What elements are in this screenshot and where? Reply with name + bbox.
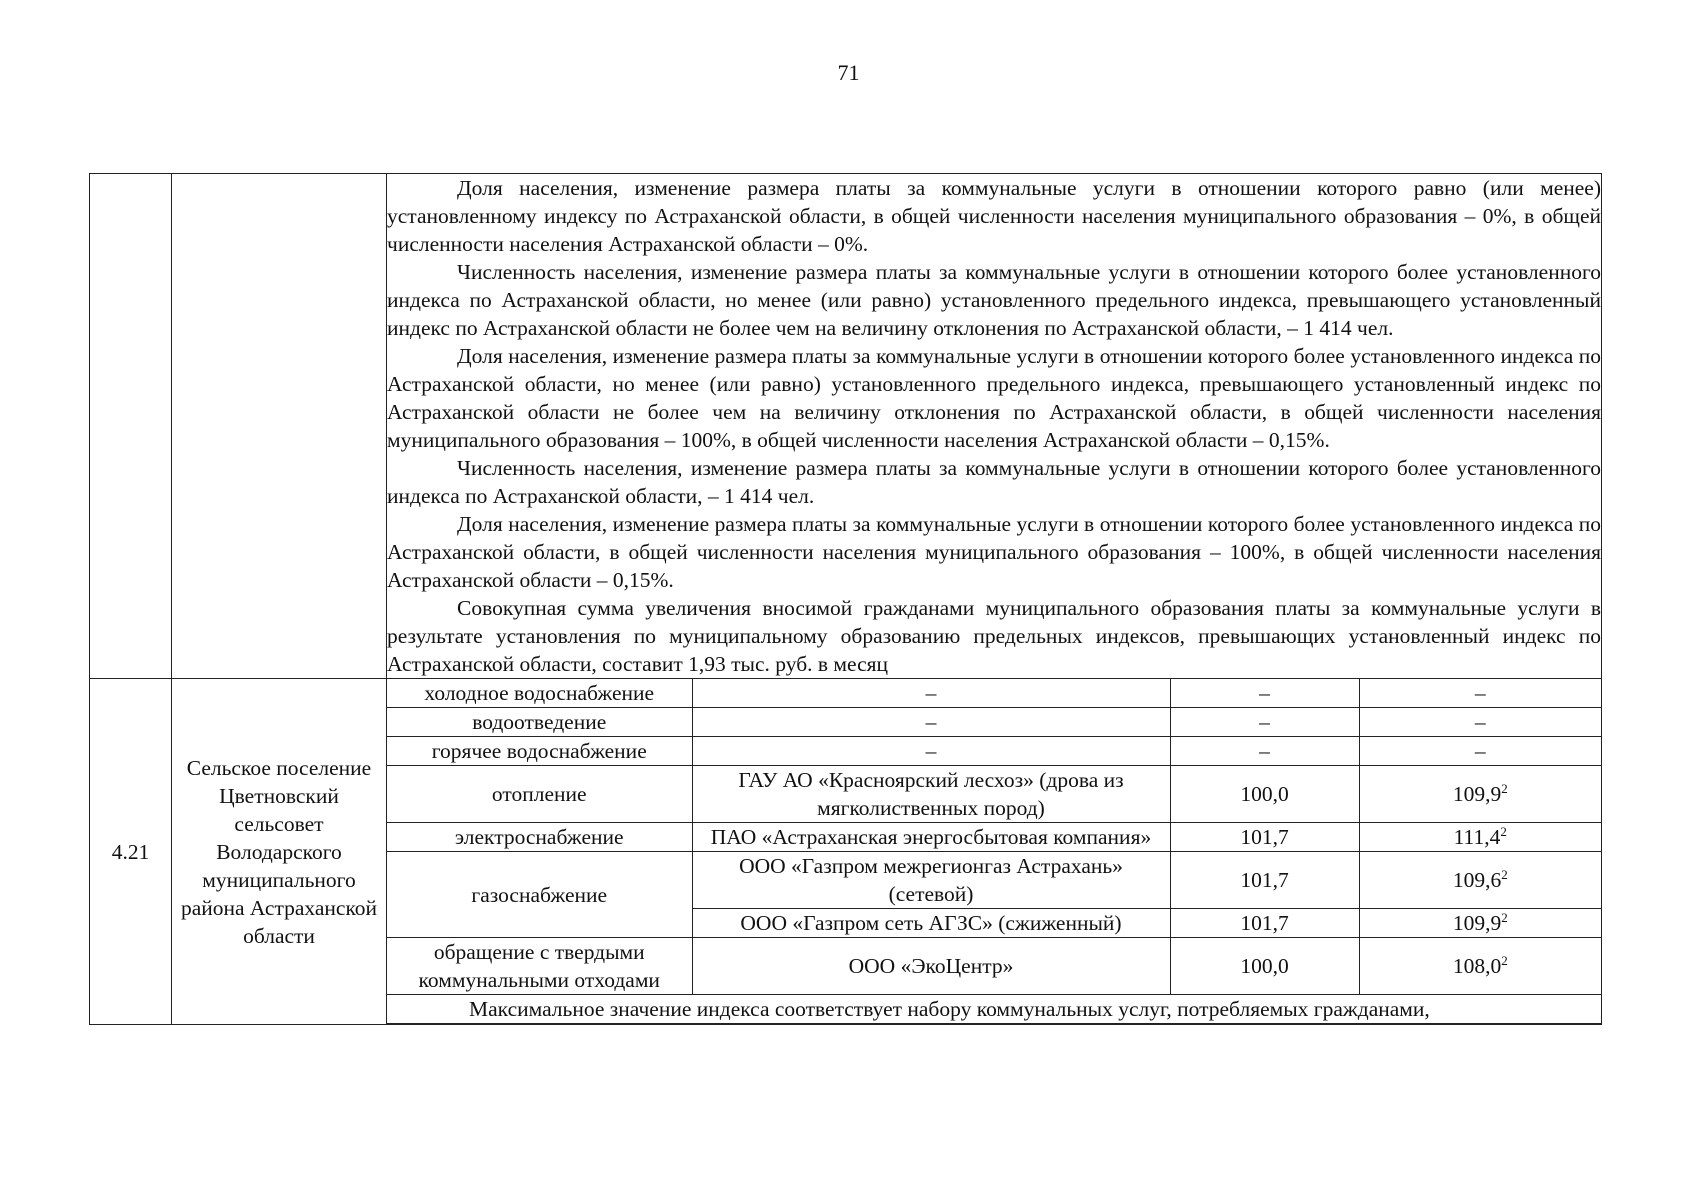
index-value: 100,0: [1170, 766, 1359, 823]
max-index-value: 109,9$^2$: [1359, 766, 1601, 823]
entry-row: [90, 679, 1602, 1025]
service-name: газоснабжение: [387, 852, 692, 938]
max-index-value: 109,9$^2$: [1359, 909, 1601, 938]
service-name: водоотведение: [387, 708, 692, 737]
service-name: отопление: [387, 766, 692, 823]
max-index-value: –: [1359, 737, 1601, 766]
service-name: холодное водоснабжение: [387, 679, 692, 708]
supplier-name: ГАУ АО «Красноярский лесхоз» (дрова из мягколиственных пород): [692, 766, 1170, 823]
paragraph: Доля населения, изменение размера платы за коммунальные услуги в отношении которого равно (или менее) установленному индексу по Астраханской области, в общей численности населения муниципального образования – 0%, в общей численности населения Астраханской области – 0%.: [387, 176, 1601, 256]
footnote-mark: 2: [1500, 823, 1507, 839]
footnote-mark: 2: [1501, 780, 1508, 796]
entry-number: 4.21: [90, 679, 172, 1025]
service-row: [387, 737, 1601, 766]
supplier-name: –: [692, 737, 1170, 766]
supplier-name: ПАО «Астраханская энергосбытовая компания»: [692, 823, 1170, 852]
paragraph: Доля населения, изменение размера платы за коммунальные услуги в отношении которого более установленного индекса по Астраханской области, в общей численности населения муниципального образования – 100%, в общей численности населения Астраханской области – 0,15%.: [387, 512, 1601, 592]
note-row: [387, 995, 1601, 1024]
service-row: [387, 679, 1601, 708]
service-row: [387, 708, 1601, 737]
index-value: 101,7: [1170, 823, 1359, 852]
service-name: горячее водоснабжение: [387, 737, 692, 766]
page-number: 71: [837, 60, 860, 85]
paragraph: Численность населения, изменение размера платы за коммунальные услуги в отношении которого более установленного индекса по Астраханской области, но менее (или равно) установленного предельного индекса, превышающего установленный индекс по Астраханской области не более чем на величину отклонения по Астраханской области, – 1 414 чел.: [387, 260, 1601, 340]
supplier-name: –: [692, 708, 1170, 737]
continuation-text: [387, 174, 1602, 679]
index-value: –: [1170, 737, 1359, 766]
index-value: –: [1170, 708, 1359, 737]
index-value: –: [1170, 679, 1359, 708]
max-index-value: –: [1359, 679, 1601, 708]
service-row: [387, 823, 1601, 852]
index-value: 101,7: [1170, 909, 1359, 938]
service-row: [387, 852, 1601, 909]
service-name: обращение с твердыми коммунальными отходами: [387, 938, 692, 995]
index-value: 100,0: [1170, 938, 1359, 995]
services-cell: [387, 679, 1602, 1025]
index-value: 101,7: [1170, 852, 1359, 909]
footnote-mark: 2: [1501, 952, 1508, 968]
supplier-name: ООО «Газпром межрегионгаз Астрахань» (сетевой): [692, 852, 1170, 909]
max-index-value: 109,6$^2$: [1359, 852, 1601, 909]
note-text: Максимальное значение индекса соответствует набору коммунальных услуг, потребляемых гражданами,: [387, 995, 1601, 1024]
paragraph: Численность населения, изменение размера платы за коммунальные услуги в отношении которого более установленного индекса по Астраханской области, – 1 414 чел.: [387, 456, 1601, 508]
service-row: [387, 938, 1601, 995]
max-index-value: 108,0$^2$: [1359, 938, 1601, 995]
continuation-row: [90, 174, 1602, 679]
empty-number-cell: [90, 174, 172, 679]
empty-name-cell: [172, 174, 387, 679]
paragraph: Доля населения, изменение размера платы за коммунальные услуги в отношении которого более установленного индекса по Астраханской области, но менее (или равно) установленного предельного индекса, превышающего установленный индекс по Астраханской области не более чем на величину отклонения по Астраханской области, в общей численности населения муниципального образования – 100%, в общей численности населения Астраханской области – 0,15%.: [387, 344, 1601, 452]
footnote-mark: 2: [1501, 909, 1508, 925]
footnote-mark: 2: [1501, 866, 1508, 882]
supplier-name: ООО «ЭкоЦентр»: [692, 938, 1170, 995]
max-index-value: 111,4$^2$: [1359, 823, 1601, 852]
service-row: [387, 766, 1601, 823]
services-table: [387, 679, 1601, 1024]
supplier-name: ООО «Газпром сеть АГЗС» (сжиженный): [692, 909, 1170, 938]
supplier-name: –: [692, 679, 1170, 708]
paragraph: Совокупная сумма увеличения вносимой гражданами муниципального образования платы за коммунальные услуги в результате установления по муниципальному образованию предельных индексов, превышающих установленный индекс по Астраханской области, составит 1,93 тыс. руб. в месяц: [387, 596, 1601, 676]
max-index-value: –: [1359, 708, 1601, 737]
municipality-name: Сельское поселение Цветновский сельсовет Володарского муниципального района Астраханской области: [172, 679, 387, 1025]
service-name: электроснабжение: [387, 823, 692, 852]
tariff-index-table: [89, 173, 1602, 1025]
